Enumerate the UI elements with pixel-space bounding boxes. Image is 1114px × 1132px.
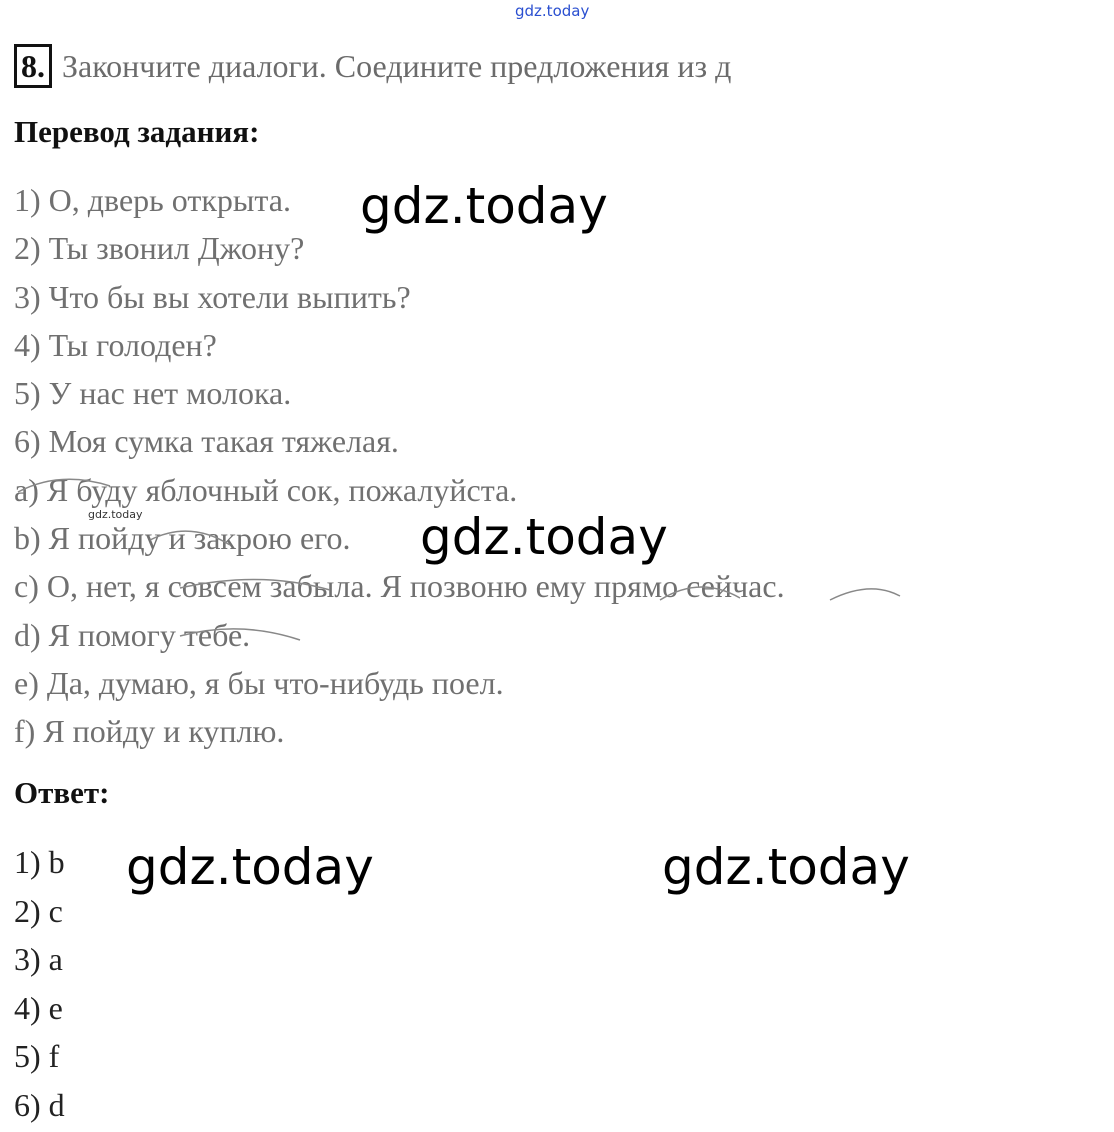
sentence-e: e) Да, думаю, я бы что-нибудь поел. [14, 664, 504, 701]
sentence-b: b) Я пойду и закрою его. [14, 520, 351, 557]
sentence-c: c) О, нет, я совсем забыла. Я позвоню ему прямо сейчас. [14, 568, 785, 605]
answer-4: 4) e [14, 989, 63, 1026]
sentence-a: a) Я буду яблочный сок, пожалуйста. [14, 471, 518, 508]
answer-6: 6) d [14, 1086, 65, 1123]
sentence-list [14, 176, 785, 756]
watermark-large-4: gdz.today [662, 838, 910, 896]
watermark-small: gdz.today [88, 508, 143, 521]
sentence-3: 3) Что бы вы хотели выпить? [14, 278, 411, 315]
watermark-top: gdz.today [515, 2, 590, 20]
watermark-large-1: gdz.today [360, 177, 608, 235]
answer-2: 2) c [14, 892, 63, 929]
answer-5: 5) f [14, 1038, 60, 1074]
answer-list [14, 838, 65, 1129]
sentence-6: 6) Моя сумка такая тяжелая. [14, 423, 399, 460]
answer-1: 1) b [14, 844, 65, 880]
sentence-d: d) Я помогу тебе. [14, 616, 251, 653]
task-header [14, 44, 731, 88]
watermark-large-3: gdz.today [126, 838, 374, 896]
sentence-2: 2) Ты звонил Джону? [14, 230, 305, 267]
task-title: Закончите диалоги. Соедините предложения из д [62, 47, 732, 84]
answer-3: 3) a [14, 941, 63, 977]
translation-heading: Перевод задания: [14, 114, 260, 149]
sentence-4: 4) Ты голоден? [14, 326, 217, 363]
task-number: 8. [14, 44, 52, 88]
sentence-f: f) Я пойду и куплю. [14, 713, 285, 750]
sentence-1: 1) О, дверь открыта. [14, 182, 291, 218]
sentence-5: 5) У нас нет молока. [14, 375, 292, 412]
watermark-large-2: gdz.today [420, 508, 668, 566]
answer-heading: Ответ: [14, 775, 110, 810]
